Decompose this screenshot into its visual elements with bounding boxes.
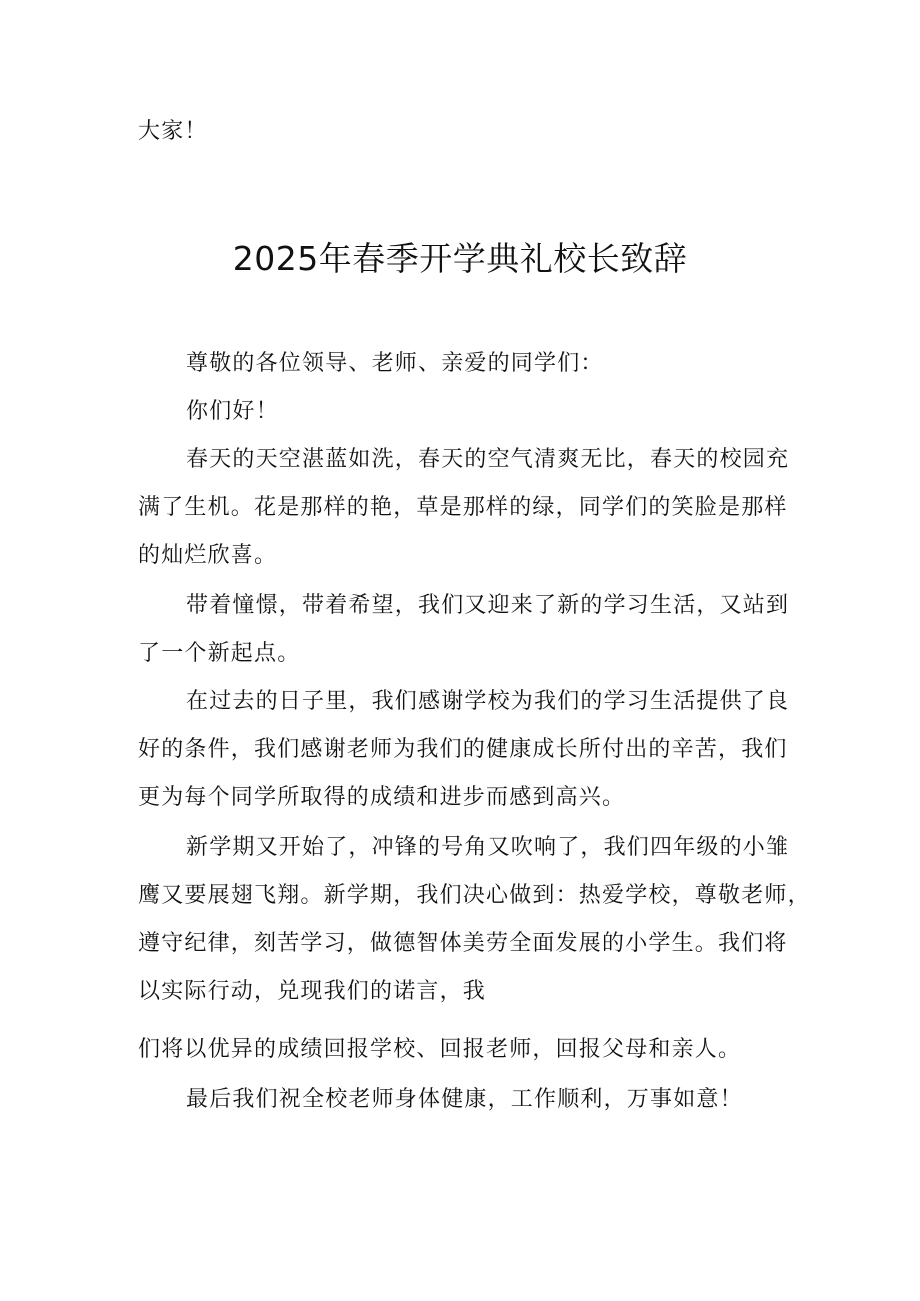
paragraph-line: 带着憧憬，带着希望，我们又迎来了新的学习生活，又站到 — [186, 593, 790, 618]
greeting: 你们好！ — [186, 399, 279, 424]
paragraph-line: 好的条件，我们感谢老师为我们的健康成长所付出的辛苦，我们 — [138, 737, 788, 762]
header-fragment: 大家！ — [138, 119, 208, 144]
closing-line: 最后我们祝全校老师身体健康，工作顺利，万事如意！ — [186, 1087, 743, 1112]
paragraph-line: 满了生机。花是那样的艳，草是那样的绿，同学们的笑脸是那样 — [138, 495, 788, 520]
salutation: 尊敬的各位领导、老师、亲爱的同学们： — [186, 351, 604, 376]
paragraph-line: 了一个新起点。 — [138, 641, 301, 666]
paragraph-line: 新学期又开始了，冲锋的号角又吹响了，我们四年级的小雏 — [186, 835, 790, 860]
paragraph-line: 遵守纪律，刻苦学习，做德智体美劳全面发展的小学生。我们将 — [138, 931, 788, 956]
paragraph-line: 的灿烂欣喜。 — [138, 543, 278, 568]
paragraph-line: 更为每个同学所取得的成绩和进步而感到高兴。 — [138, 785, 626, 810]
paragraph-line: 鹰又要展翅飞翔。新学期，我们决心做到：热爱学校，尊敬老师， — [138, 883, 811, 908]
paragraph-line: 以实际行动，兑现我们的诺言，我 — [138, 979, 487, 1004]
document-title: 2025年春季开学典礼校长致辞 — [232, 239, 688, 278]
paragraph-line: 在过去的日子里，我们感谢学校为我们的学习生活提供了良 — [186, 689, 790, 714]
paragraph-line: 们将以优异的成绩回报学校、回报老师，回报父母和亲人。 — [138, 1037, 742, 1062]
paragraph-line: 春天的天空湛蓝如洗，春天的空气清爽无比，春天的校园充 — [186, 447, 790, 472]
